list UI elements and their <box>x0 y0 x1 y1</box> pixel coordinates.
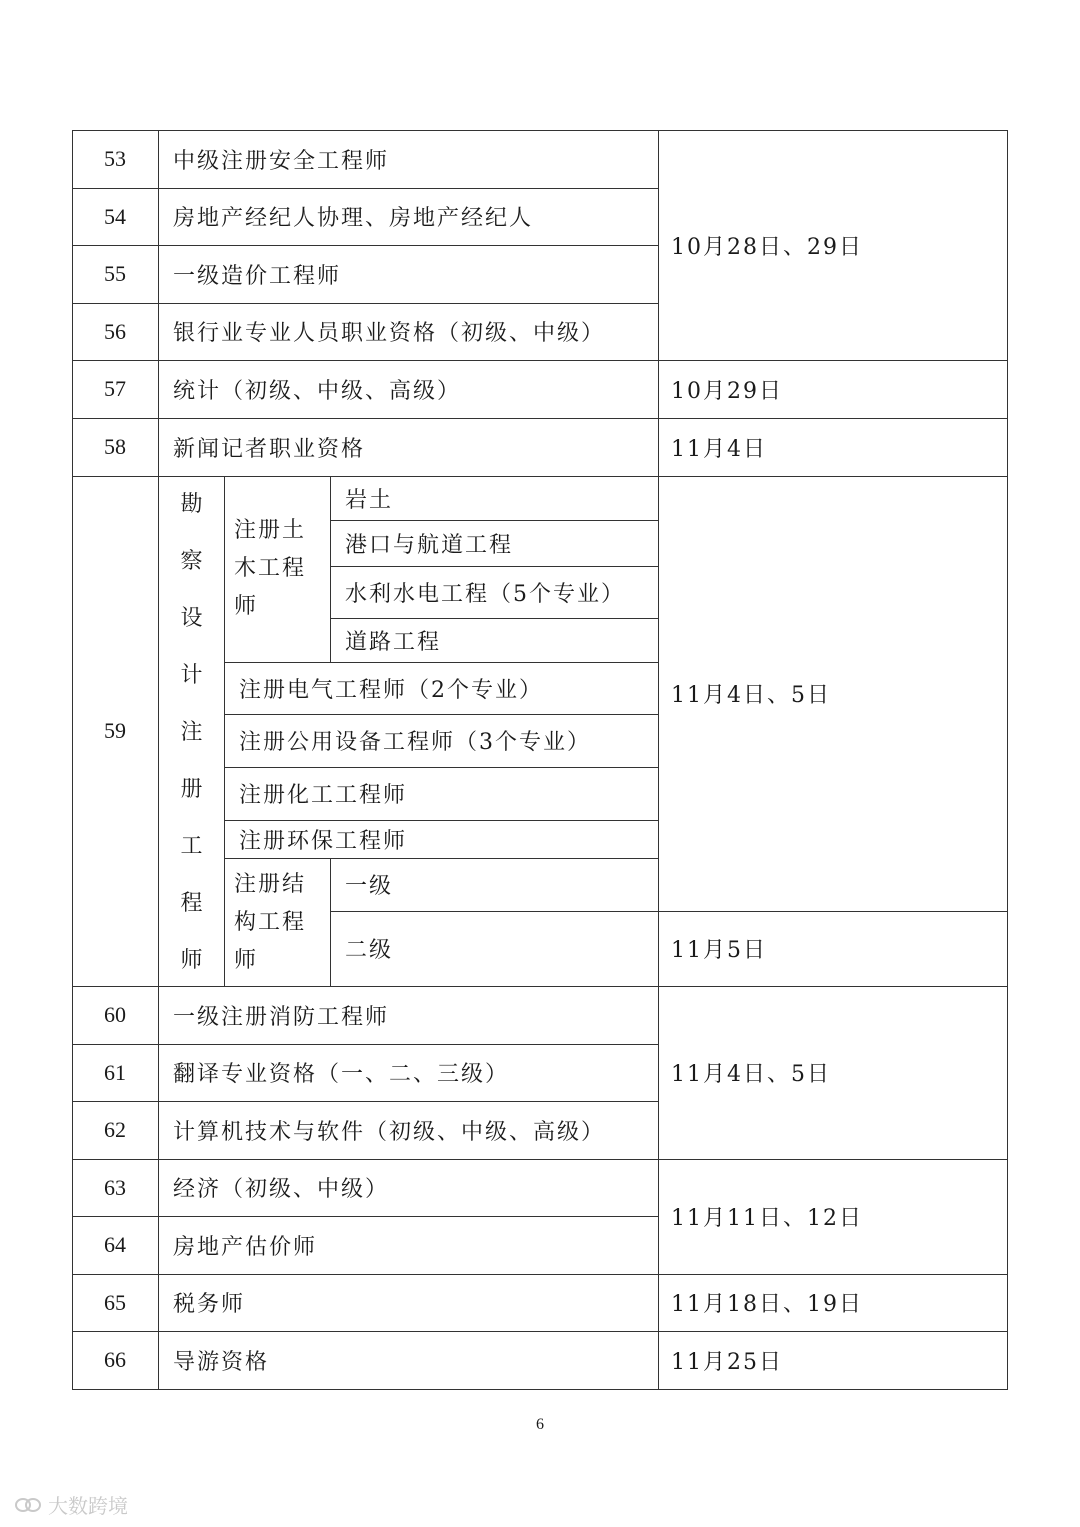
row-number: 65 <box>104 1289 126 1315</box>
row-number: 63 <box>104 1174 126 1200</box>
category-char: 注 <box>180 720 203 745</box>
row-number: 54 <box>104 203 126 229</box>
exam-date: 11月25日 <box>671 1349 783 1375</box>
utilities-engineer: 注册公用设备工程师（3个专业） <box>239 730 591 755</box>
row-number: 58 <box>104 434 126 459</box>
exam-date: 11月5日 <box>671 938 767 963</box>
page-number: 6 <box>536 1416 544 1433</box>
row-number: 53 <box>104 146 126 171</box>
exam-date: 11月18日、19日 <box>671 1292 863 1317</box>
exam-date: 11月4日 <box>671 436 767 462</box>
watermark-text: 大数跨境 <box>48 1494 128 1518</box>
row-number: 66 <box>104 1347 126 1372</box>
exam-name: 银行业专业人员职业资格（初级、中级） <box>173 321 606 346</box>
exam-schedule-table <box>72 130 1008 1390</box>
category-char: 勘 <box>180 492 203 517</box>
structural-item: 一级 <box>345 874 394 899</box>
watermark <box>14 1490 128 1519</box>
category-char: 师 <box>180 948 203 973</box>
category-char: 计 <box>180 663 203 688</box>
category-char: 程 <box>180 891 203 916</box>
structural-engineer-label: 注册结构工程师 <box>234 872 307 973</box>
category-char: 册 <box>180 777 203 802</box>
exam-name: 经济（初级、中级） <box>173 1177 390 1202</box>
exam-name: 税务师 <box>173 1292 246 1317</box>
row-number: 56 <box>104 318 126 344</box>
exam-date: 11月4日、5日 <box>671 683 831 708</box>
civil-engineer-label: 注册土木工程师 <box>234 518 307 619</box>
row-number: 59 <box>104 718 126 743</box>
category-char: 察 <box>180 549 203 574</box>
watermark-logo-icon <box>14 1495 42 1515</box>
civil-item: 道路工程 <box>345 629 442 655</box>
civil-item: 港口与航道工程 <box>345 532 514 558</box>
exam-name: 新闻记者职业资格 <box>173 436 366 462</box>
civil-item: 岩土 <box>345 487 394 513</box>
row-number: 61 <box>104 1059 126 1085</box>
exam-name: 翻译专业资格（一、二、三级） <box>173 1062 510 1087</box>
row-number: 57 <box>104 376 126 401</box>
electrical-engineer: 注册电气工程师（2个专业） <box>239 677 543 703</box>
exam-date: 11月11日、12日 <box>671 1206 863 1231</box>
row-number: 64 <box>104 1232 126 1257</box>
row-number: 62 <box>104 1117 126 1142</box>
exam-name: 房地产估价师 <box>173 1234 318 1260</box>
environmental-engineer: 注册环保工程师 <box>239 828 408 854</box>
category-char: 设 <box>180 606 203 631</box>
exam-name: 一级造价工程师 <box>173 263 342 289</box>
category-char: 工 <box>180 834 203 859</box>
exam-date: 11月4日、5日 <box>671 1062 831 1087</box>
exam-name: 导游资格 <box>173 1349 270 1375</box>
group59-category <box>159 476 224 986</box>
exam-date: 10月29日 <box>671 378 783 404</box>
civil-item: 水利水电工程（5个专业） <box>345 581 625 607</box>
exam-name: 计算机技术与软件（初级、中级、高级） <box>173 1119 606 1145</box>
table-border-bottom <box>72 1389 1008 1390</box>
row-number: 60 <box>104 1002 126 1027</box>
group59-line <box>224 858 659 859</box>
exam-date: 10月28日、29日 <box>671 234 863 260</box>
exam-name: 房地产经纪人协理、房地产经纪人 <box>173 206 534 231</box>
structural-item: 二级 <box>345 938 394 963</box>
exam-name: 中级注册安全工程师 <box>173 148 390 174</box>
row-number: 55 <box>104 261 126 286</box>
table-border-right <box>1007 130 1008 1390</box>
exam-name: 一级注册消防工程师 <box>173 1004 390 1030</box>
chemical-engineer: 注册化工工程师 <box>239 783 408 808</box>
exam-name: 统计（初级、中级、高级） <box>173 378 462 404</box>
